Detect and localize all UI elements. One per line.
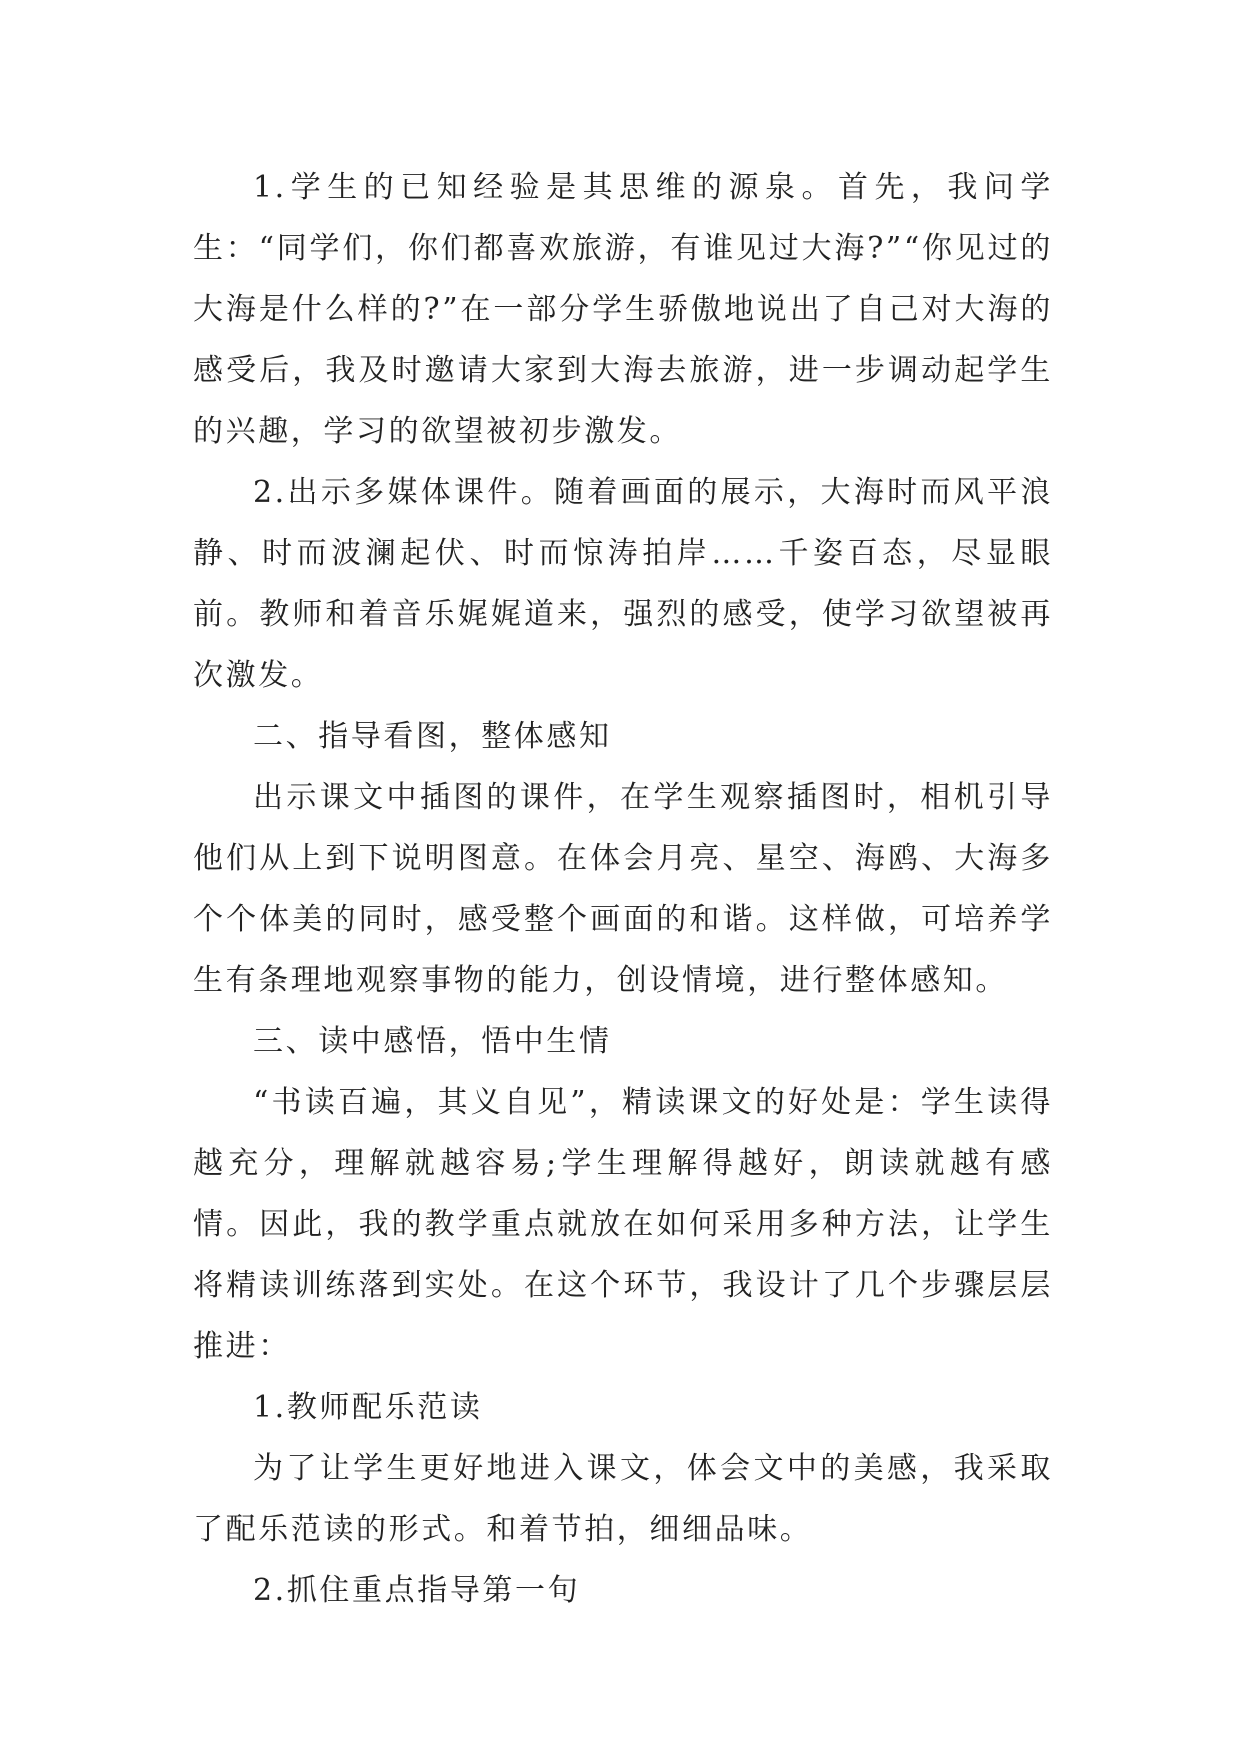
paragraph-intro-experience: 1.学生的已知经验是其思维的源泉。首先，我问学生：“同学们，你们都喜欢旅游，有谁见过大海?”“你见过的大海是什么样的?”在一部分学生骄傲地说出了自己对大海的感受后，我及时邀请大家到大海去旅游，进一步调动起学生的兴趣，学习的欲望被初步激发。 [193,170,1053,449]
step-heading-1: 1.教师配乐范读 [253,1390,483,1425]
paragraph-illustration: 出示课文中插图的课件，在学生观察插图时，相机引导他们从上到下说明图意。在体会月亮、星空、海鸥、大海多个个体美的同时，感受整个画面的和谐。这样做，可培养学生有条理地观察事物的能力，创设情境，进行整体感知。 [193,780,1053,998]
step-heading-2: 2.抓住重点指导第一句 [253,1573,581,1608]
paragraph-model-reading: 为了让学生更好地进入课文，体会文中的美感，我采取了配乐范读的形式。和着节拍，细细品味。 [193,1451,1053,1547]
paragraph-intensive-reading: “书读百遍，其义自见”，精读课文的好处是：学生读得越充分，理解就越容易;学生理解得越好，朗读就越有感情。因此，我的教学重点就放在如何采用多种方法，让学生将精读训练落到实处。在这个环节，我设计了几个步骤层层推进： [193,1085,1053,1364]
document-body [193,157,1053,1621]
paragraph-multimedia: 2.出示多媒体课件。随着画面的展示，大海时而风平浪静、时而波澜起伏、时而惊涛拍岸……千姿百态，尽显眼前。教师和着音乐娓娓道来，强烈的感受，使学习欲望被再次激发。 [193,475,1053,693]
section-heading-2: 二、指导看图，整体感知 [253,719,612,754]
section-heading-3: 三、读中感悟，悟中生情 [253,1024,612,1059]
